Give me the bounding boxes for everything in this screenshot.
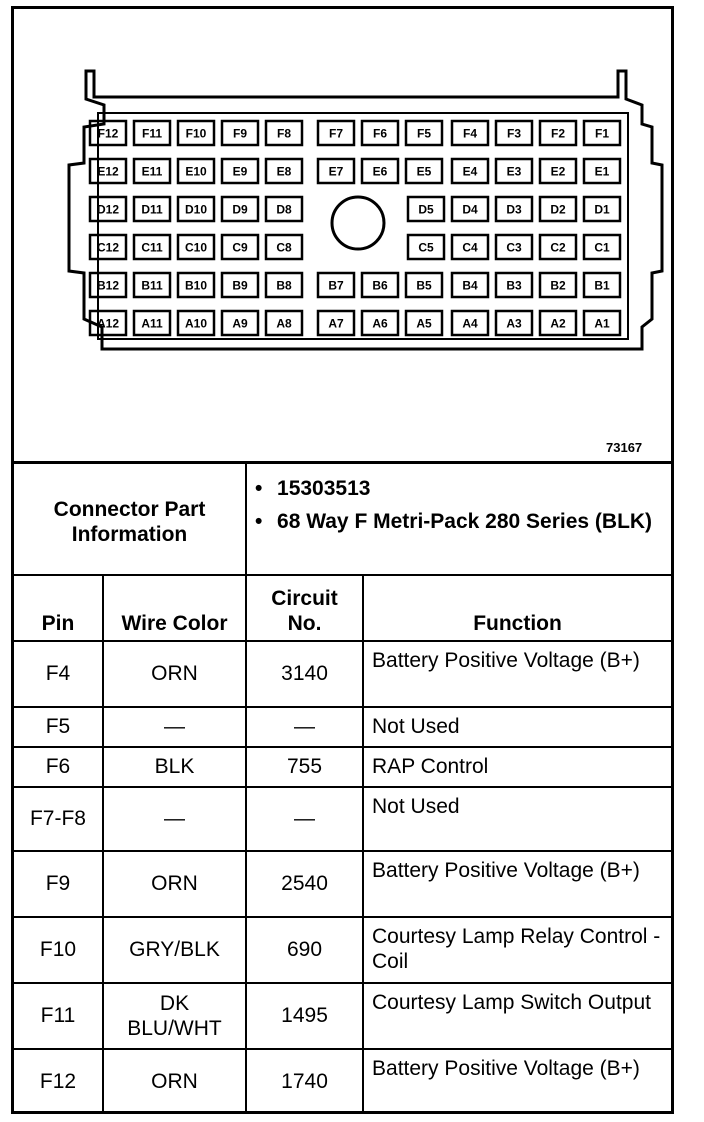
table-row <box>14 641 671 707</box>
pin-label: A11 <box>141 316 163 331</box>
pin-label: A8 <box>276 316 292 331</box>
pin-cell: F4 <box>14 641 103 707</box>
pin-label: B12 <box>96 278 120 293</box>
pin-cell: F6 <box>14 747 103 787</box>
pin-label: C9 <box>232 240 248 255</box>
wire-color-cell: BLK <box>103 747 246 787</box>
function-cell: Battery Positive Voltage (B+) <box>363 851 671 917</box>
pin-label: E9 <box>232 164 248 179</box>
pin-label: B1 <box>594 278 610 293</box>
pin-cavity <box>178 159 214 183</box>
pin-label: D5 <box>418 202 434 217</box>
pin-label: E3 <box>506 164 522 179</box>
pin-cavity <box>496 235 532 259</box>
pin-cavity <box>584 235 620 259</box>
pin-label: E2 <box>550 164 566 179</box>
pin-label: C1 <box>594 240 610 255</box>
circuit-cell: 755 <box>246 747 363 787</box>
pin-label: A7 <box>328 316 344 331</box>
pin-label: B6 <box>372 278 388 293</box>
pin-cavity <box>318 121 354 145</box>
pin-label: A5 <box>416 316 432 331</box>
pin-cavity <box>362 273 398 297</box>
pin-label: B10 <box>184 278 208 293</box>
pin-label: C5 <box>418 240 434 255</box>
circuit-cell: 3140 <box>246 641 363 707</box>
pin-label: C4 <box>462 240 478 255</box>
pin-cavity <box>178 235 214 259</box>
pin-cavity <box>496 311 532 335</box>
table-row <box>14 787 671 851</box>
pin-cavity <box>540 273 576 297</box>
circuit-cell: — <box>246 787 363 851</box>
connector-type-bullet: • 68 Way F Metri-Pack 280 Series (BLK) <box>255 510 653 533</box>
circuit-cell: — <box>246 707 363 747</box>
pin-label: F5 <box>416 126 432 141</box>
pin-cavity <box>266 273 302 297</box>
pin-cavity <box>222 159 258 183</box>
pin-label: F4 <box>462 126 478 141</box>
pin-cavity <box>408 197 444 221</box>
connector-face-drawing <box>14 9 671 461</box>
wire-color-cell: ORN <box>103 641 246 707</box>
pin-label: E11 <box>141 164 163 179</box>
table-row <box>14 917 671 983</box>
pin-cavity <box>134 311 170 335</box>
pin-cavity <box>452 311 488 335</box>
function-cell: Battery Positive Voltage (B+) <box>363 641 671 707</box>
connector-part-values <box>246 463 671 575</box>
pin-cavity <box>178 197 214 221</box>
table-row <box>14 747 671 787</box>
pin-cavity <box>318 159 354 183</box>
pin-label: F2 <box>550 126 566 141</box>
pin-cavity <box>452 197 488 221</box>
pin-cell: F9 <box>14 851 103 917</box>
pin-cavity <box>584 197 620 221</box>
pin-cavity <box>452 273 488 297</box>
wire-color-cell: ORN <box>103 1049 246 1113</box>
pin-label: D12 <box>96 202 120 217</box>
document-frame <box>11 6 674 1114</box>
pin-cell: F10 <box>14 917 103 983</box>
wire-color-header: Wire Color <box>103 575 246 641</box>
pin-label: F1 <box>594 126 610 141</box>
connector-part-row <box>14 463 671 575</box>
pin-cavity <box>90 273 126 297</box>
pin-label: F11 <box>141 126 163 141</box>
pin-cavity <box>584 273 620 297</box>
pin-cell: F7-F8 <box>14 787 103 851</box>
pin-label: C8 <box>276 240 292 255</box>
pin-cavity <box>584 311 620 335</box>
pin-label: F6 <box>372 126 388 141</box>
pin-cavity <box>318 311 354 335</box>
pin-label: D2 <box>550 202 566 217</box>
pin-cavity <box>134 159 170 183</box>
pin-label: B8 <box>276 278 292 293</box>
connector-part-label: Connector Part Information <box>14 463 246 575</box>
pin-cell: F5 <box>14 707 103 747</box>
table-row <box>14 983 671 1049</box>
pin-label: B9 <box>232 278 248 293</box>
pin-cavity <box>266 311 302 335</box>
pin-cavity <box>266 235 302 259</box>
function-cell: RAP Control <box>363 747 671 787</box>
pin-cavity <box>178 121 214 145</box>
pin-cavity <box>266 121 302 145</box>
pin-label: E5 <box>416 164 432 179</box>
pin-cavity <box>540 121 576 145</box>
pin-cavity <box>90 235 126 259</box>
table-row <box>14 707 671 747</box>
pin-label: C3 <box>506 240 522 255</box>
pin-cavity <box>222 273 258 297</box>
pin-label: D3 <box>506 202 522 217</box>
pin-label: F10 <box>185 126 207 141</box>
pin-label: B2 <box>550 278 566 293</box>
pin-cavity <box>540 159 576 183</box>
function-header: Function <box>363 575 671 641</box>
pin-label: E4 <box>462 164 478 179</box>
pin-label: D4 <box>462 202 478 217</box>
connector-diagram <box>14 9 671 461</box>
pin-label: E8 <box>276 164 292 179</box>
pin-cavity <box>134 273 170 297</box>
function-cell: Battery Positive Voltage (B+) <box>363 1049 671 1113</box>
pin-cavity <box>266 197 302 221</box>
pin-label: D11 <box>141 202 163 217</box>
pin-cavity <box>134 197 170 221</box>
pin-cavity <box>584 121 620 145</box>
pin-cavity <box>584 159 620 183</box>
pin-label: E6 <box>372 164 388 179</box>
pin-cavity <box>452 121 488 145</box>
pin-label: B4 <box>462 278 478 293</box>
wire-color-cell: DK BLU/WHT <box>103 983 246 1049</box>
pin-cavity <box>496 197 532 221</box>
pin-cavity <box>540 235 576 259</box>
pin-cavity <box>222 311 258 335</box>
function-cell: Not Used <box>363 787 671 851</box>
pin-label: E1 <box>594 164 610 179</box>
pin-label: A4 <box>462 316 478 331</box>
pin-label: C12 <box>96 240 120 255</box>
pin-label: F3 <box>506 126 522 141</box>
pin-cavity <box>362 159 398 183</box>
pin-cavity <box>318 273 354 297</box>
table-row <box>14 851 671 917</box>
pin-cavity <box>406 159 442 183</box>
pin-label: A10 <box>184 316 208 331</box>
pin-header: Pin <box>14 575 103 641</box>
circuit-cell: 690 <box>246 917 363 983</box>
pin-label: A3 <box>506 316 522 331</box>
pin-label: D8 <box>276 202 292 217</box>
pin-cavity <box>406 121 442 145</box>
pin-cavity <box>540 311 576 335</box>
part-number-bullet: • 15303513 <box>255 477 371 500</box>
pin-label: A12 <box>96 316 120 331</box>
pin-cavity <box>134 121 170 145</box>
circuit-header: Circuit No. <box>246 575 363 641</box>
wire-color-cell: ORN <box>103 851 246 917</box>
pin-label: A6 <box>372 316 388 331</box>
pin-label: C10 <box>184 240 208 255</box>
circuit-cell: 1495 <box>246 983 363 1049</box>
pin-cavity <box>406 311 442 335</box>
pin-cavity <box>222 197 258 221</box>
pin-cavity <box>222 235 258 259</box>
pin-cavity <box>362 121 398 145</box>
pin-cavity <box>362 311 398 335</box>
pin-label: C11 <box>141 240 163 255</box>
pin-label: D10 <box>184 202 208 217</box>
pin-cavity <box>266 159 302 183</box>
wire-color-cell: GRY/BLK <box>103 917 246 983</box>
pin-cavity <box>406 273 442 297</box>
pin-label: F12 <box>97 126 119 141</box>
pin-label: E7 <box>328 164 344 179</box>
pin-label: F7 <box>328 126 344 141</box>
pin-label: D9 <box>232 202 248 217</box>
pin-label: B3 <box>506 278 522 293</box>
pin-label: A9 <box>232 316 248 331</box>
circuit-cell: 1740 <box>246 1049 363 1113</box>
circuit-cell: 2540 <box>246 851 363 917</box>
column-header-row <box>14 575 671 641</box>
wire-color-cell: — <box>103 707 246 747</box>
pin-cavity <box>496 273 532 297</box>
function-cell: Courtesy Lamp Relay Control - Coil <box>363 917 671 983</box>
function-cell: Not Used <box>363 707 671 747</box>
connector-info-table <box>14 461 671 1113</box>
pin-cell: F12 <box>14 1049 103 1113</box>
pin-cell: F11 <box>14 983 103 1049</box>
pin-cavity <box>134 235 170 259</box>
pin-label: F9 <box>232 126 248 141</box>
pin-label: E12 <box>97 164 119 179</box>
pin-label: B11 <box>141 278 163 293</box>
pin-label: C2 <box>550 240 566 255</box>
pin-cavity <box>452 159 488 183</box>
pin-cavity <box>496 159 532 183</box>
pin-label: A1 <box>594 316 610 331</box>
pin-label: B7 <box>328 278 344 293</box>
pin-label: E10 <box>185 164 207 179</box>
pin-label: A2 <box>550 316 566 331</box>
pin-cavity <box>222 121 258 145</box>
connector-outline-inner <box>98 113 628 339</box>
figure-number: 73167 <box>606 440 643 455</box>
wire-color-cell: — <box>103 787 246 851</box>
pin-cavity <box>90 197 126 221</box>
pin-label: D1 <box>594 202 610 217</box>
function-cell: Courtesy Lamp Switch Output <box>363 983 671 1049</box>
pin-cavity <box>178 311 214 335</box>
pin-cavity <box>452 235 488 259</box>
pin-cavity <box>496 121 532 145</box>
pin-cavity <box>178 273 214 297</box>
table-row <box>14 1049 671 1113</box>
pin-label: F8 <box>276 126 292 141</box>
pin-cavity <box>540 197 576 221</box>
center-key-circle <box>332 197 384 249</box>
pin-cavity <box>408 235 444 259</box>
pin-cavity <box>90 159 126 183</box>
pin-label: B5 <box>416 278 432 293</box>
